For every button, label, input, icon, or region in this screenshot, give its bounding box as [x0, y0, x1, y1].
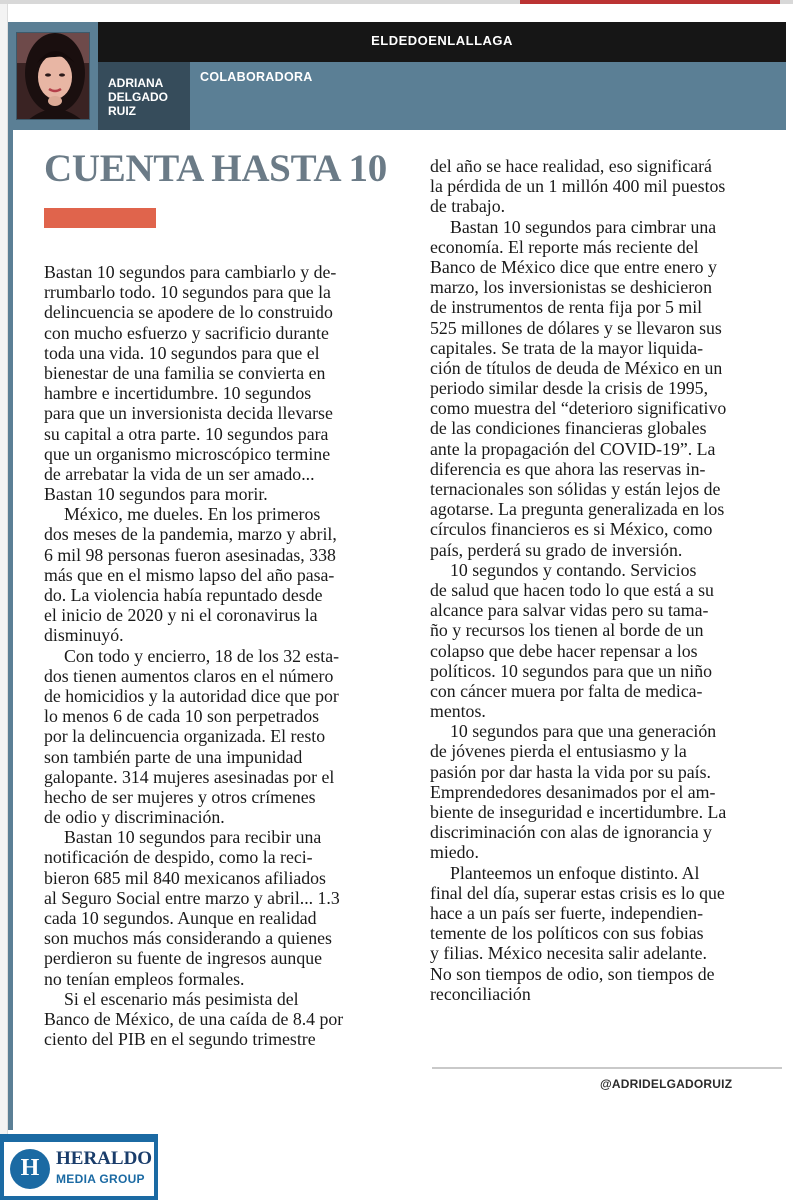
article-line: de homicidios y la autoridad dice que por	[44, 685, 339, 706]
article-line: por la delincuencia organizada. El resto	[44, 726, 326, 747]
article-line: de arrebatar la vida de un ser amado...	[44, 463, 315, 484]
article-line: no tenían empleos formales.	[44, 968, 245, 989]
article-line: más que en el mismo lapso del año pasa-	[44, 564, 335, 585]
article-line: periodo similar desde la crisis de 1995,	[430, 378, 709, 399]
article-line: galopante. 314 mujeres asesinadas por el	[44, 766, 335, 787]
article-line: No son tiempos de odio, son tiempos de	[430, 963, 715, 984]
article-line: dos meses de la pandemia, marzo y abril,	[44, 524, 337, 545]
article-line: círculos financieros es si México, como	[430, 519, 713, 540]
author-name-line: DELGADO	[108, 90, 168, 104]
author-name-line: ADRIANA	[108, 76, 164, 90]
section-bar	[98, 22, 786, 62]
article-line: marzo, los inversionistas se deshicieron	[430, 277, 712, 298]
article-line: de salud que hacen todo lo que está a su	[430, 579, 714, 600]
article-line: lo menos 6 de cada 10 son perpetrados	[44, 706, 320, 727]
article-line: Planteemos un enfoque distinto. Al	[450, 862, 700, 883]
article-line: 6 mil 98 personas fueron asesinadas, 338	[44, 544, 336, 565]
article-line: colapso que debe hacer repensar a los	[430, 640, 698, 661]
section-title: ELDEDOENLALLAGA	[371, 33, 513, 48]
title-accent-bar	[44, 208, 156, 228]
byline-divider	[432, 1067, 782, 1069]
article-line: alcance para salvar vidas pero su tama-	[430, 600, 709, 621]
logo-subtitle: MEDIA GROUP	[56, 1172, 145, 1186]
article-line: la pérdida de un 1 millón 400 mil puestos	[430, 176, 726, 197]
article-line: de jóvenes pierda el entusiasmo y la	[430, 741, 687, 762]
article-line: biente de inseguridad e incertidumbre. La	[430, 802, 727, 822]
article-line: Bastan 10 segundos para morir.	[44, 484, 268, 505]
author-name-box	[98, 62, 190, 130]
article-line: de odio y discriminación.	[44, 807, 225, 828]
logo-letter: H	[20, 1155, 40, 1181]
left-color-rule	[8, 130, 13, 1130]
article-line: son también parte de una impunidad	[44, 746, 303, 767]
author-photo	[16, 32, 90, 120]
article-line: ño y recursos los tienen al borde de un	[430, 620, 704, 641]
article-line: Bastan 10 segundos para cimbrar una	[450, 216, 717, 237]
author-name	[108, 76, 168, 118]
article-line: Bastan 10 segundos para recibir una	[64, 827, 322, 848]
article-line: toda una vida. 10 segundos para que el	[44, 342, 320, 363]
article-line: agotarse. La pregunta generalizada en los	[430, 499, 725, 520]
article-line: capitales. Se trata de la mayor liquida-	[430, 337, 704, 358]
article-line: Emprendedores desanimados por el am-	[430, 781, 716, 802]
article-line: para que un inversionista decida llevarse	[44, 403, 333, 424]
article-line: reconciliación	[430, 983, 531, 1004]
article-line: Banco de México, de una caída de 8.4 por	[44, 1008, 344, 1029]
logo-emblem-icon	[10, 1149, 50, 1189]
logo-title: HERALDO	[56, 1148, 153, 1169]
article-line: delincuencia se apodere de lo construido	[44, 302, 333, 323]
article-line: discriminación con alas de ignorancia y	[430, 822, 712, 843]
article-line: temente de los políticos con sus fobias	[430, 923, 704, 944]
top-edge-strip	[0, 0, 793, 4]
author-portrait-icon	[17, 33, 90, 120]
article-line: Banco de México dice que entre enero y	[430, 256, 717, 277]
publisher-logo	[0, 1134, 158, 1200]
article-line: 10 segundos para que una generación	[450, 721, 717, 742]
article-line: 525 millones de dólares y se llevaron sus	[430, 317, 722, 338]
article-line: ante la propagación del COVID-19”. La	[430, 438, 716, 459]
article-line: ternacionales son sólidas y están lejos de	[430, 479, 721, 499]
article-line: rrumbarlo todo. 10 segundos para que la	[44, 282, 331, 303]
logo-panel	[4, 1142, 154, 1196]
article-line: su capital a otra parte. 10 segundos para	[44, 423, 329, 444]
article-line: hambre e incertidumbre. 10 segundos	[44, 383, 312, 404]
article-column-2	[430, 156, 782, 1004]
article-line: del año se hace realidad, eso significará	[430, 156, 712, 176]
article-line: hecho de ser mujeres y otros crímenes	[44, 786, 316, 807]
article-line: son muchos más considerando a quienes	[44, 928, 332, 949]
article-line: al Seguro Social entre marzo y abril... 1.3	[44, 887, 340, 908]
article-line: ciento del PIB en el segundo trimestre	[44, 1029, 316, 1050]
article-line: diferencia es que ahora las reservas in-	[430, 458, 706, 479]
article-line: economía. El reporte más reciente del	[430, 236, 699, 257]
article-line: el inicio de 2020 y ni el coronavirus la	[44, 605, 318, 626]
article-line: Bastan 10 segundos para cambiarlo y de-	[44, 262, 337, 282]
article-line: con cáncer muera por falta de medica-	[430, 680, 703, 701]
article-line: Con todo y encierro, 18 de los 32 esta-	[64, 645, 340, 666]
author-role: COLABORADORA	[200, 70, 313, 84]
article-line: miedo.	[430, 842, 479, 863]
article-line: 10 segundos y contando. Servicios	[450, 559, 697, 580]
column-header	[8, 22, 786, 130]
article-line: México, me dueles. En los primeros	[64, 504, 321, 525]
article-line: disminuyó.	[44, 625, 124, 646]
article-line: bieron 685 mil 840 mexicanos afiliados	[44, 867, 326, 888]
article-line: mentos.	[430, 701, 486, 722]
article-line: como muestra del “deterioro significativo	[430, 398, 727, 419]
article-title: CUENTA HASTA 10	[44, 147, 387, 190]
article-line: políticos. 10 segundos para que un niño	[430, 660, 712, 681]
article-line: notificación de despido, como la reci-	[44, 847, 313, 868]
article-line: dos tienen aumentos claros en el número	[44, 665, 334, 686]
article-line: perdieron su fuente de ingresos aunque	[44, 948, 322, 969]
page-edge	[0, 4, 8, 1134]
article-line: de instrumentos de renta fija por 5 mil	[430, 297, 703, 318]
article-line: de trabajo.	[430, 196, 506, 217]
author-photo-frame	[8, 22, 98, 130]
article-line: pasión por dar hasta la vida por su país.	[430, 761, 711, 782]
article-line: final del día, superar estas crisis es lo que	[430, 882, 725, 903]
top-edge-accent	[520, 0, 780, 4]
article-line: con mucho esfuerzo y sacrificio durante	[44, 322, 329, 343]
article-line: de las condiciones financieras globales	[430, 418, 707, 439]
article-column-1	[44, 262, 394, 1049]
article-line: ción de títulos de deuda de México en un	[430, 357, 723, 378]
article-line: país, perderá su grado de inversión.	[430, 539, 683, 560]
article-line: Si el escenario más pesimista del	[64, 988, 299, 1009]
author-handle: @ADRIDELGADORUIZ	[600, 1077, 733, 1091]
article-line: que un organismo microscópico termine	[44, 443, 331, 464]
article-line: y filias. México necesita salir adelante.	[430, 943, 707, 964]
article-line: bienestar de una familia se convierta en	[44, 362, 326, 383]
author-name-line: RUIZ	[108, 104, 136, 118]
article-line: hace a un país ser fuerte, independien-	[430, 902, 704, 923]
article-line: do. La violencia había repuntado desde	[44, 585, 323, 605]
article-line: cada 10 segundos. Aunque en realidad	[44, 908, 317, 928]
